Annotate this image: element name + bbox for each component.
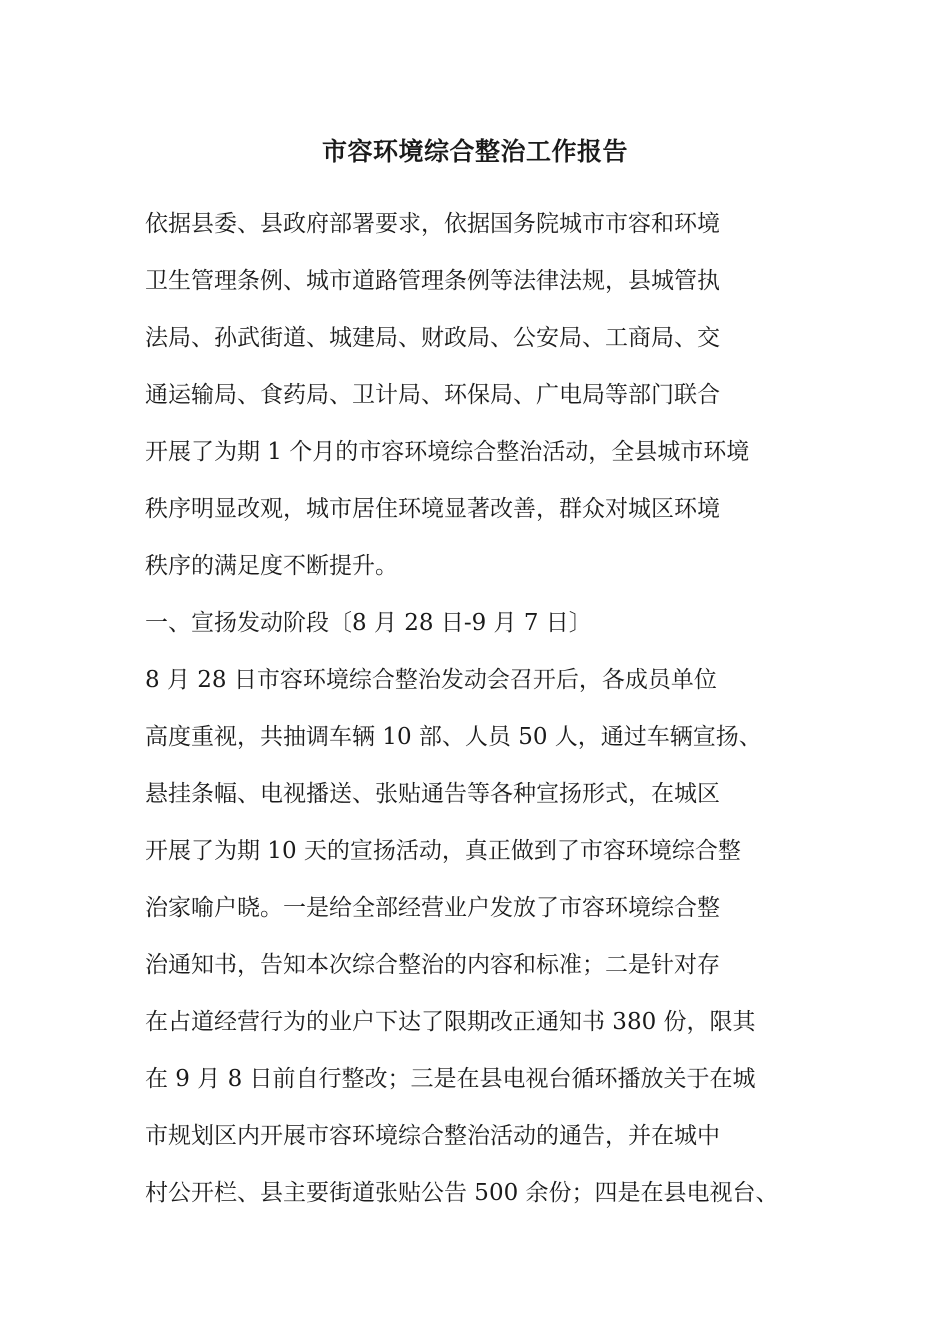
body-line-15: 在占道经营行为的业户下达了限期改正通知书 380 份，限其 [145, 1009, 756, 1035]
body-line-9: 8 月 28 日市容环境综合整治发动会召开后，各成员单位 [145, 667, 717, 693]
body-line-10: 高度重视，共抽调车辆 10 部、人员 50 人，通过车辆宣扬、 [145, 724, 762, 750]
section-heading-1: 一、宣扬发动阶段〔8 月 28 日-9 月 7 日〕 [145, 610, 592, 636]
body-line-13: 治家喻户晓。一是给全部经营业户发放了市容环境综合整 [145, 895, 720, 921]
body-line-7: 秩序的满足度不断提升。 [145, 553, 398, 579]
body-line-17: 市规划区内开展市容环境综合整治活动的通告，并在城中 [145, 1123, 720, 1149]
body-line-2: 卫生管理条例、城市道路管理条例等法律法规，县城管执 [145, 268, 720, 294]
body-line-6: 秩序明显改观，城市居住环境显著改善，群众对城区环境 [145, 496, 720, 522]
body-line-14: 治通知书，告知本次综合整治的内容和标准；二是针对存 [145, 952, 720, 978]
body-line-5: 开展了为期 1 个月的市容环境综合整治活动，全县城市环境 [145, 439, 750, 465]
body-line-3: 法局、孙武街道、城建局、财政局、公安局、工商局、交 [145, 325, 720, 351]
body-line-12: 开展了为期 10 天的宣扬活动，真正做到了市容环境综合整 [145, 838, 741, 864]
body-line-1: 依据县委、县政府部署要求，依据国务院城市市容和环境 [145, 211, 720, 237]
body-line-18: 村公开栏、县主要街道张贴公告 500 余份；四是在县电视台、 [145, 1180, 779, 1206]
body-line-4: 通运输局、食药局、卫计局、环保局、广电局等部门联合 [145, 382, 720, 408]
document-title: 市容环境综合整治工作报告 [321, 137, 628, 166]
body-line-11: 悬挂条幅、电视播送、张贴通告等各种宣扬形式，在城区 [145, 781, 720, 807]
body-line-16: 在 9 月 8 日前自行整改；三是在县电视台循环播放关于在城 [145, 1066, 756, 1092]
